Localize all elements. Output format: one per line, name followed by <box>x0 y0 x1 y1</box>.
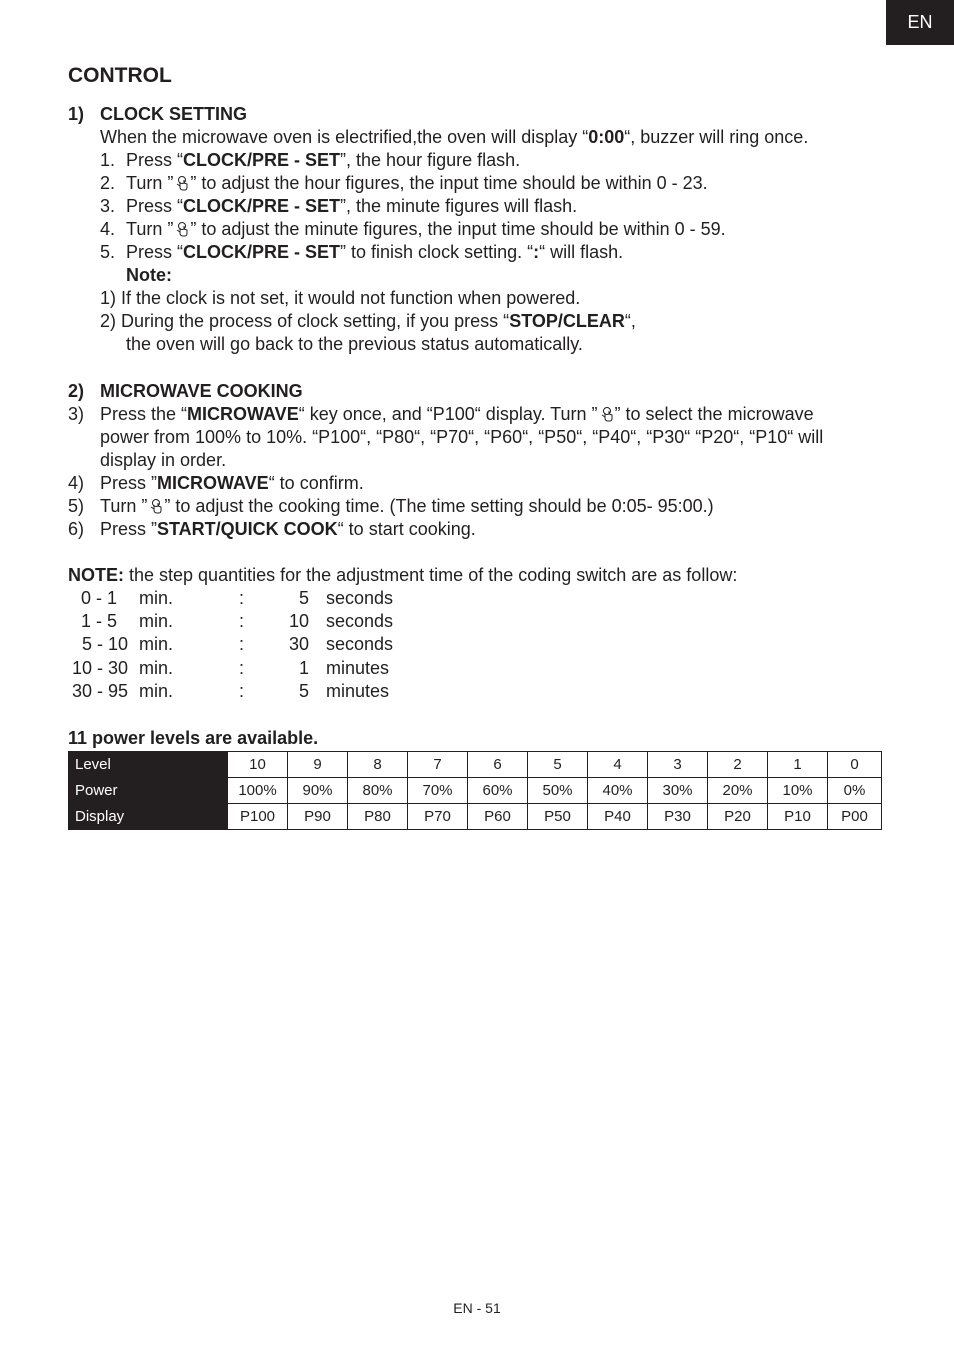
unit-cell: min. <box>139 588 174 608</box>
table-cell: 7 <box>408 752 468 778</box>
hand-dial-icon <box>174 221 189 237</box>
table-cell: 8 <box>348 752 408 778</box>
row-header: Power <box>69 778 228 804</box>
hand-dial-icon <box>148 498 163 514</box>
range-cell: 1 - 5 <box>80 611 117 631</box>
row-header: Level <box>69 752 228 778</box>
clock-section-number: 1) <box>68 104 85 124</box>
separator-cell: : <box>239 611 245 631</box>
micro-step-5: Turn ” ” to adjust the cooking time. (The time setting should be 0:05- 95:00.) <box>100 496 714 516</box>
table-cell: 3 <box>648 752 708 778</box>
table-row <box>69 778 882 804</box>
clock-step-number: 3. <box>100 196 116 216</box>
table-cell: 20% <box>708 778 768 804</box>
hand-dial-icon <box>174 175 189 191</box>
note-label: Note: <box>126 265 172 285</box>
table-cell: 0% <box>828 778 882 804</box>
range-cell: 30 - 95 <box>71 681 128 701</box>
table-cell: 10% <box>768 778 828 804</box>
table-cell: 100% <box>228 778 288 804</box>
table-cell: 50% <box>528 778 588 804</box>
clock-note-1: 1) If the clock is not set, it would not function when powered. <box>100 288 581 308</box>
hand-dial-icon <box>599 406 614 422</box>
micro-step-3: Press the “MICROWAVE“ key once, and “P100“ display. Turn ” ” to select the microwave <box>100 404 814 424</box>
table-cell: P100 <box>228 804 288 830</box>
table-cell: 10 <box>228 752 288 778</box>
clock-note-2: 2) During the process of clock setting, if you press “STOP/CLEAR“, <box>100 311 636 331</box>
table-cell: P10 <box>768 804 828 830</box>
unit-cell: min. <box>139 681 174 701</box>
value-unit-cell: seconds <box>326 634 394 654</box>
clock-step-number: 1. <box>100 150 116 170</box>
page-number: EN - 51 <box>453 1300 501 1316</box>
clock-step-3: Press “CLOCK/PRE - SET”, the minute figures will flash. <box>126 196 578 216</box>
unit-cell: min. <box>139 634 174 654</box>
clock-step-number: 2. <box>100 173 116 193</box>
table-cell: 9 <box>288 752 348 778</box>
table-cell: P00 <box>828 804 882 830</box>
table-cell: 0 <box>828 752 882 778</box>
table-cell: P70 <box>408 804 468 830</box>
clock-step-number: 5. <box>100 242 116 262</box>
clock-step-5: Press “CLOCK/PRE - SET” to finish clock setting. “:“ will flash. <box>126 242 624 262</box>
table-cell: 6 <box>468 752 528 778</box>
table-cell: P30 <box>648 804 708 830</box>
table-cell: 5 <box>528 752 588 778</box>
clock-step-1: Press “CLOCK/PRE - SET”, the hour figure flash. <box>126 150 521 170</box>
range-cell: 10 - 30 <box>71 658 128 678</box>
separator-cell: : <box>239 634 245 654</box>
micro-step-3-line-3: display in order. <box>100 450 227 470</box>
clock-step-4: Turn ” ” to adjust the minute figures, the input time should be within 0 - 59. <box>126 219 726 239</box>
row-header: Display <box>69 804 228 830</box>
unit-cell: min. <box>139 658 174 678</box>
value-unit-cell: seconds <box>326 611 394 631</box>
page-title: CONTROL <box>68 64 172 87</box>
language-tab: EN <box>886 0 954 45</box>
value-cell: 10 <box>288 611 309 631</box>
clock-section-title: CLOCK SETTING <box>100 104 247 124</box>
micro-section-title: MICROWAVE COOKING <box>100 381 303 401</box>
micro-step-number: 5) <box>68 496 85 516</box>
value-unit-cell: seconds <box>326 588 394 608</box>
table-cell: P90 <box>288 804 348 830</box>
separator-cell: : <box>239 658 245 678</box>
table-cell: 4 <box>588 752 648 778</box>
table-cell: 70% <box>408 778 468 804</box>
table-cell: P40 <box>588 804 648 830</box>
table-cell: 2 <box>708 752 768 778</box>
table-cell: P20 <box>708 804 768 830</box>
table-row <box>69 752 882 778</box>
table-cell: 80% <box>348 778 408 804</box>
value-unit-cell: minutes <box>326 681 390 701</box>
micro-section-number: 2) <box>68 381 85 401</box>
table-cell: P60 <box>468 804 528 830</box>
table-cell: 30% <box>648 778 708 804</box>
table-cell: 1 <box>768 752 828 778</box>
value-cell: 30 <box>288 634 309 654</box>
micro-step-6: Press ”START/QUICK COOK“ to start cooking. <box>100 519 476 539</box>
separator-cell: : <box>239 588 245 608</box>
range-cell: 0 - 1 <box>80 588 117 608</box>
value-unit-cell: minutes <box>326 658 390 678</box>
step-note: NOTE: the step quantities for the adjustment time of the coding switch are as follow: <box>68 565 738 585</box>
table-row <box>69 804 882 830</box>
table-cell: 90% <box>288 778 348 804</box>
power-levels-table <box>68 751 882 830</box>
micro-step-number: 3) <box>68 404 85 424</box>
micro-step-4: Press ”MICROWAVE“ to confirm. <box>100 473 364 493</box>
power-levels-title: 11 power levels are available. <box>68 728 319 748</box>
table-cell: P50 <box>528 804 588 830</box>
clock-step-2: Turn ” ” to adjust the hour figures, the input time should be within 0 - 23. <box>126 173 708 193</box>
value-cell: 5 <box>298 681 309 701</box>
range-cell: 5 - 10 <box>81 634 128 654</box>
value-cell: 5 <box>298 588 309 608</box>
unit-cell: min. <box>139 611 174 631</box>
separator-cell: : <box>239 681 245 701</box>
table-cell: P80 <box>348 804 408 830</box>
clock-intro: When the microwave oven is electrified,the oven will display “0:00“, buzzer will ring once. <box>100 127 809 147</box>
micro-step-number: 6) <box>68 519 85 539</box>
clock-note-2-continued: the oven will go back to the previous status automatically. <box>126 334 583 354</box>
table-cell: 60% <box>468 778 528 804</box>
micro-step-3-line-2: power from 100% to 10%. “P100“, “P80“, “P70“, “P60“, “P50“, “P40“, “P30“ “P20“, “P10“ will <box>100 427 824 447</box>
value-cell: 1 <box>298 658 309 678</box>
clock-step-number: 4. <box>100 219 116 239</box>
table-cell: 40% <box>588 778 648 804</box>
micro-step-number: 4) <box>68 473 85 493</box>
